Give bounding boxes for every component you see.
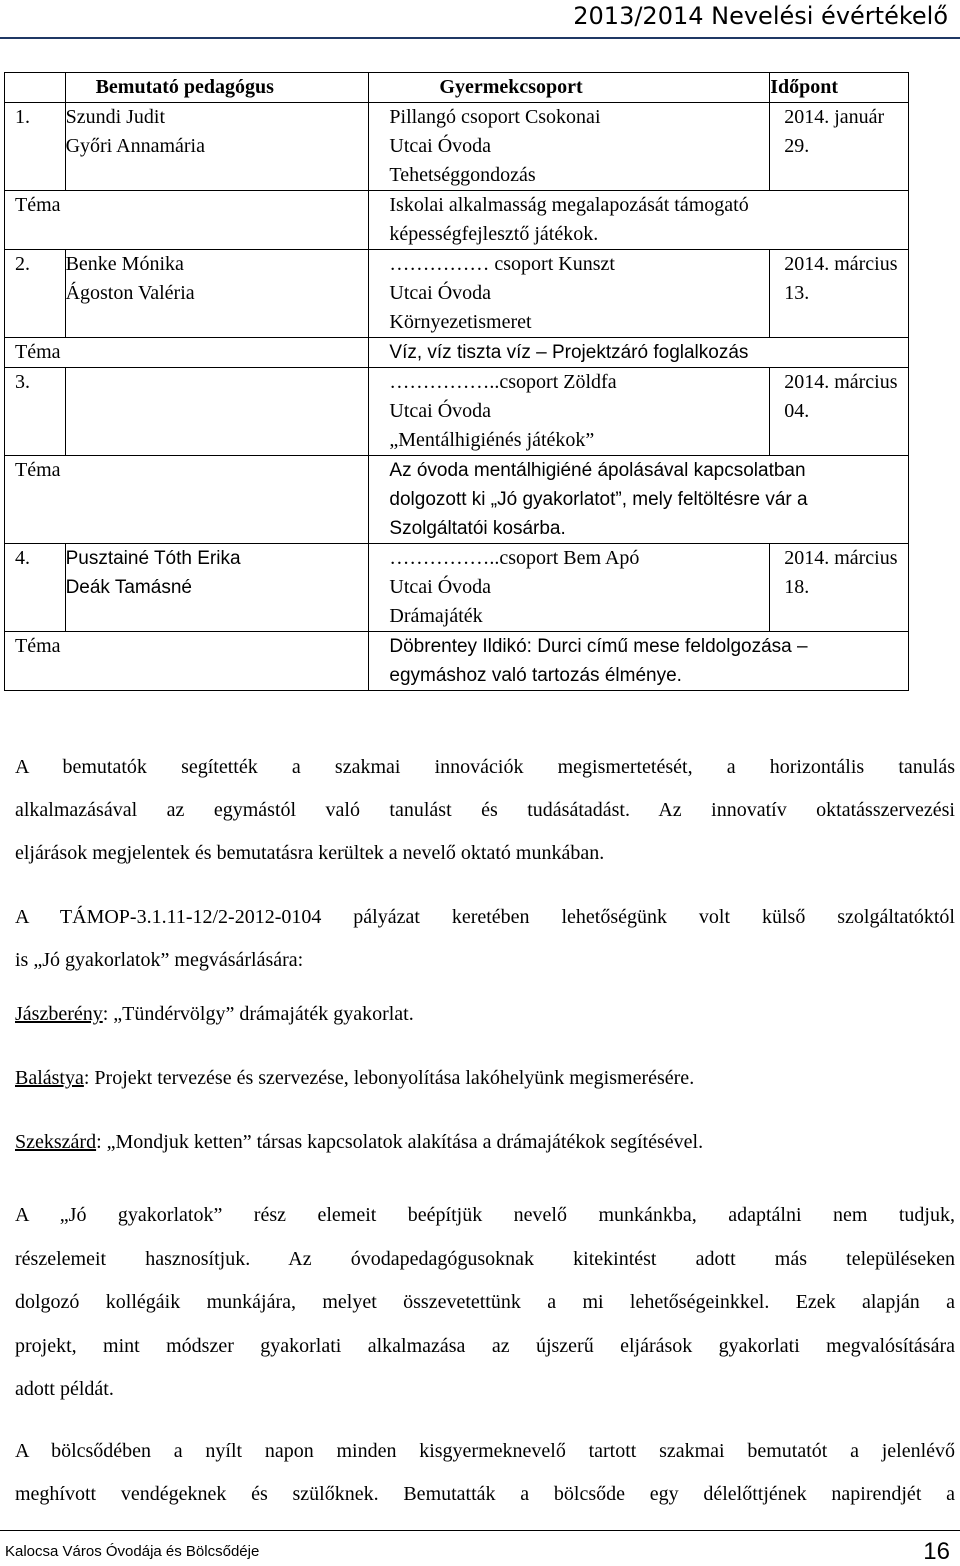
page-header-title: 2013/2014 Nevelési évértékelő [573,2,948,30]
group-name: ……………..csoport Zöldfa [389,371,617,393]
teacher-names [65,368,369,456]
group-topic: Drámajáték [389,605,483,627]
table-row [5,368,909,456]
footer-divider [0,1530,960,1531]
group-info [369,368,770,456]
place-name: Balástya [15,1067,84,1089]
header-date: Időpont [770,73,909,103]
text-line: A „Jó gyakorlatok” rész elemeit beépítjük nevelő munkánkba, adaptálni nem tudjuk, [15,1204,955,1226]
footer-organization: Kalocsa Város Óvodája és Bölcsődéje [5,1543,260,1560]
text-line: A bemutatók segítették a szakmai innovációk megismertetését, a horizontális tanulás [15,756,955,778]
row-number: 3. [5,368,66,456]
teacher-names [65,544,369,632]
paragraph-nursery [15,1430,955,1516]
tema-text [369,191,909,250]
tema-row [5,191,909,250]
text-line: eljárások megjelentek és bemutatásra kerültek a nevelő oktató munkában. [15,842,605,864]
table-row [5,250,909,338]
item-text: : „Mondjuk ketten” társas kapcsolatok alakítása a drámajátékok segítésével. [96,1131,704,1153]
group-info [369,250,770,338]
teacher-name: Benke Mónika [65,253,184,275]
paragraph-good-practices [15,1194,955,1412]
tema-line: egymáshoz való tartozás élménye. [389,665,682,686]
good-practice-item [15,1131,955,1154]
table-row [5,544,909,632]
tema-line: Iskolai alkalmasság megalapozását támogató [389,194,749,216]
date-cell: 2014. március 18. [770,544,909,632]
paragraph-tamop [15,896,955,982]
group-info [369,103,770,191]
header-divider [0,37,960,39]
good-practice-item [15,1067,955,1090]
group-topic: „Mentálhigiénés játékok” [389,429,595,451]
table-header-row [5,73,909,103]
group-name: …………… csoport Kunszt [389,253,615,275]
teacher-name: Szundi Judit [65,106,166,128]
teacher-names [65,103,369,191]
group-name: ……………..csoport Bem Apó [389,547,640,569]
text-line: dolgozó kollégáik munkájára, melyet összevetettünk a mi lehetőségeinkkel. Ezek alapján a [15,1291,955,1313]
tema-line: Döbrentey Ildikó: Durci című mese feldolgozása – [389,636,808,657]
group-school: Utcai Óvoda [389,135,492,157]
text-line: projekt, mint módszer gyakorlati alkalmazása az újszerű eljárások gyakorlati megvalósítására [15,1334,955,1357]
row-number: 2. [5,250,66,338]
group-topic: Környezetismeret [389,311,532,333]
group-info [369,544,770,632]
tema-text [369,632,909,691]
tema-row [5,456,909,544]
page-number: 16 [923,1538,950,1565]
row-number: 4. [5,544,66,632]
group-school: Utcai Óvoda [389,282,492,304]
tema-row [5,632,909,691]
teacher-names [65,250,369,338]
tema-line: Víz, víz tiszta víz – Projektzáró foglalkozás [389,342,749,363]
row-number: 1. [5,103,66,191]
text-line: részelemeit hasznosítjuk. Az óvodapedagógusoknak kitekintést adott más településeken [15,1247,955,1270]
item-text: : „Tündérvölgy” drámajáték gyakorlat. [102,1003,414,1025]
teacher-name: Győri Annamária [65,135,205,157]
header-teacher: Bemutató pedagógus [65,73,369,103]
text-line: A TÁMOP-3.1.11-12/2-2012-0104 pályázat keretében lehetőségünk volt külső szolgáltatóktól [15,906,955,928]
teacher-name: Deák Tamásné [65,577,192,598]
place-name: Szekszárd [15,1131,97,1153]
tema-label: Téma [5,632,369,691]
demonstration-schedule-table [4,72,909,691]
tema-line: Az óvoda mentálhigiéné ápolásával kapcsolatban [389,460,806,481]
header-group: Gyermekcsoport [369,73,770,103]
tema-label: Téma [5,456,369,544]
tema-line: dolgozott ki „Jó gyakorlatot”, mely feltöltésre vár a [389,489,808,510]
tema-row [5,338,909,368]
group-topic: Tehetséggondozás [389,164,536,186]
text-line: meghívott vendégeknek és szülőknek. Bemutatták a bölcsőde egy délelőttjének napirendjét a [15,1483,955,1505]
text-line: alkalmazásával az egymástól való tanulást és tudásátadást. Az innovatív oktatásszervezési [15,799,955,821]
tema-label: Téma [5,191,369,250]
text-line: is „Jó gyakorlatok” megvásárlására: [15,949,304,971]
date-cell: 2014. március 04. [770,368,909,456]
date-cell: 2014. március 13. [770,250,909,338]
good-practice-item [15,1003,955,1026]
text-line: A bölcsődében a nyílt napon minden kisgyermeknevelő tartott szakmai bemutatót a jelenlévő [15,1440,955,1462]
place-name: Jászberény [15,1003,103,1025]
table-row [5,103,909,191]
teacher-name: Ágoston Valéria [65,282,195,304]
date-cell: 2014. január 29. [770,103,909,191]
group-school: Utcai Óvoda [389,400,492,422]
tema-line: képességfejlesztő játékok. [389,223,599,245]
tema-text [369,456,909,544]
text-line: adott példát. [15,1378,114,1400]
tema-line: Szolgáltatói kosárba. [389,518,566,539]
group-name: Pillangó csoport Csokonai [389,106,601,128]
paragraph-demonstrations [15,746,955,875]
tema-text [369,338,909,368]
group-school: Utcai Óvoda [389,576,492,598]
teacher-name: Pusztainé Tóth Erika [65,548,241,569]
item-text: : Projekt tervezése és szervezése, lebonyolítása lakóhelyünk megismerésére. [83,1067,695,1089]
tema-label: Téma [5,338,369,368]
